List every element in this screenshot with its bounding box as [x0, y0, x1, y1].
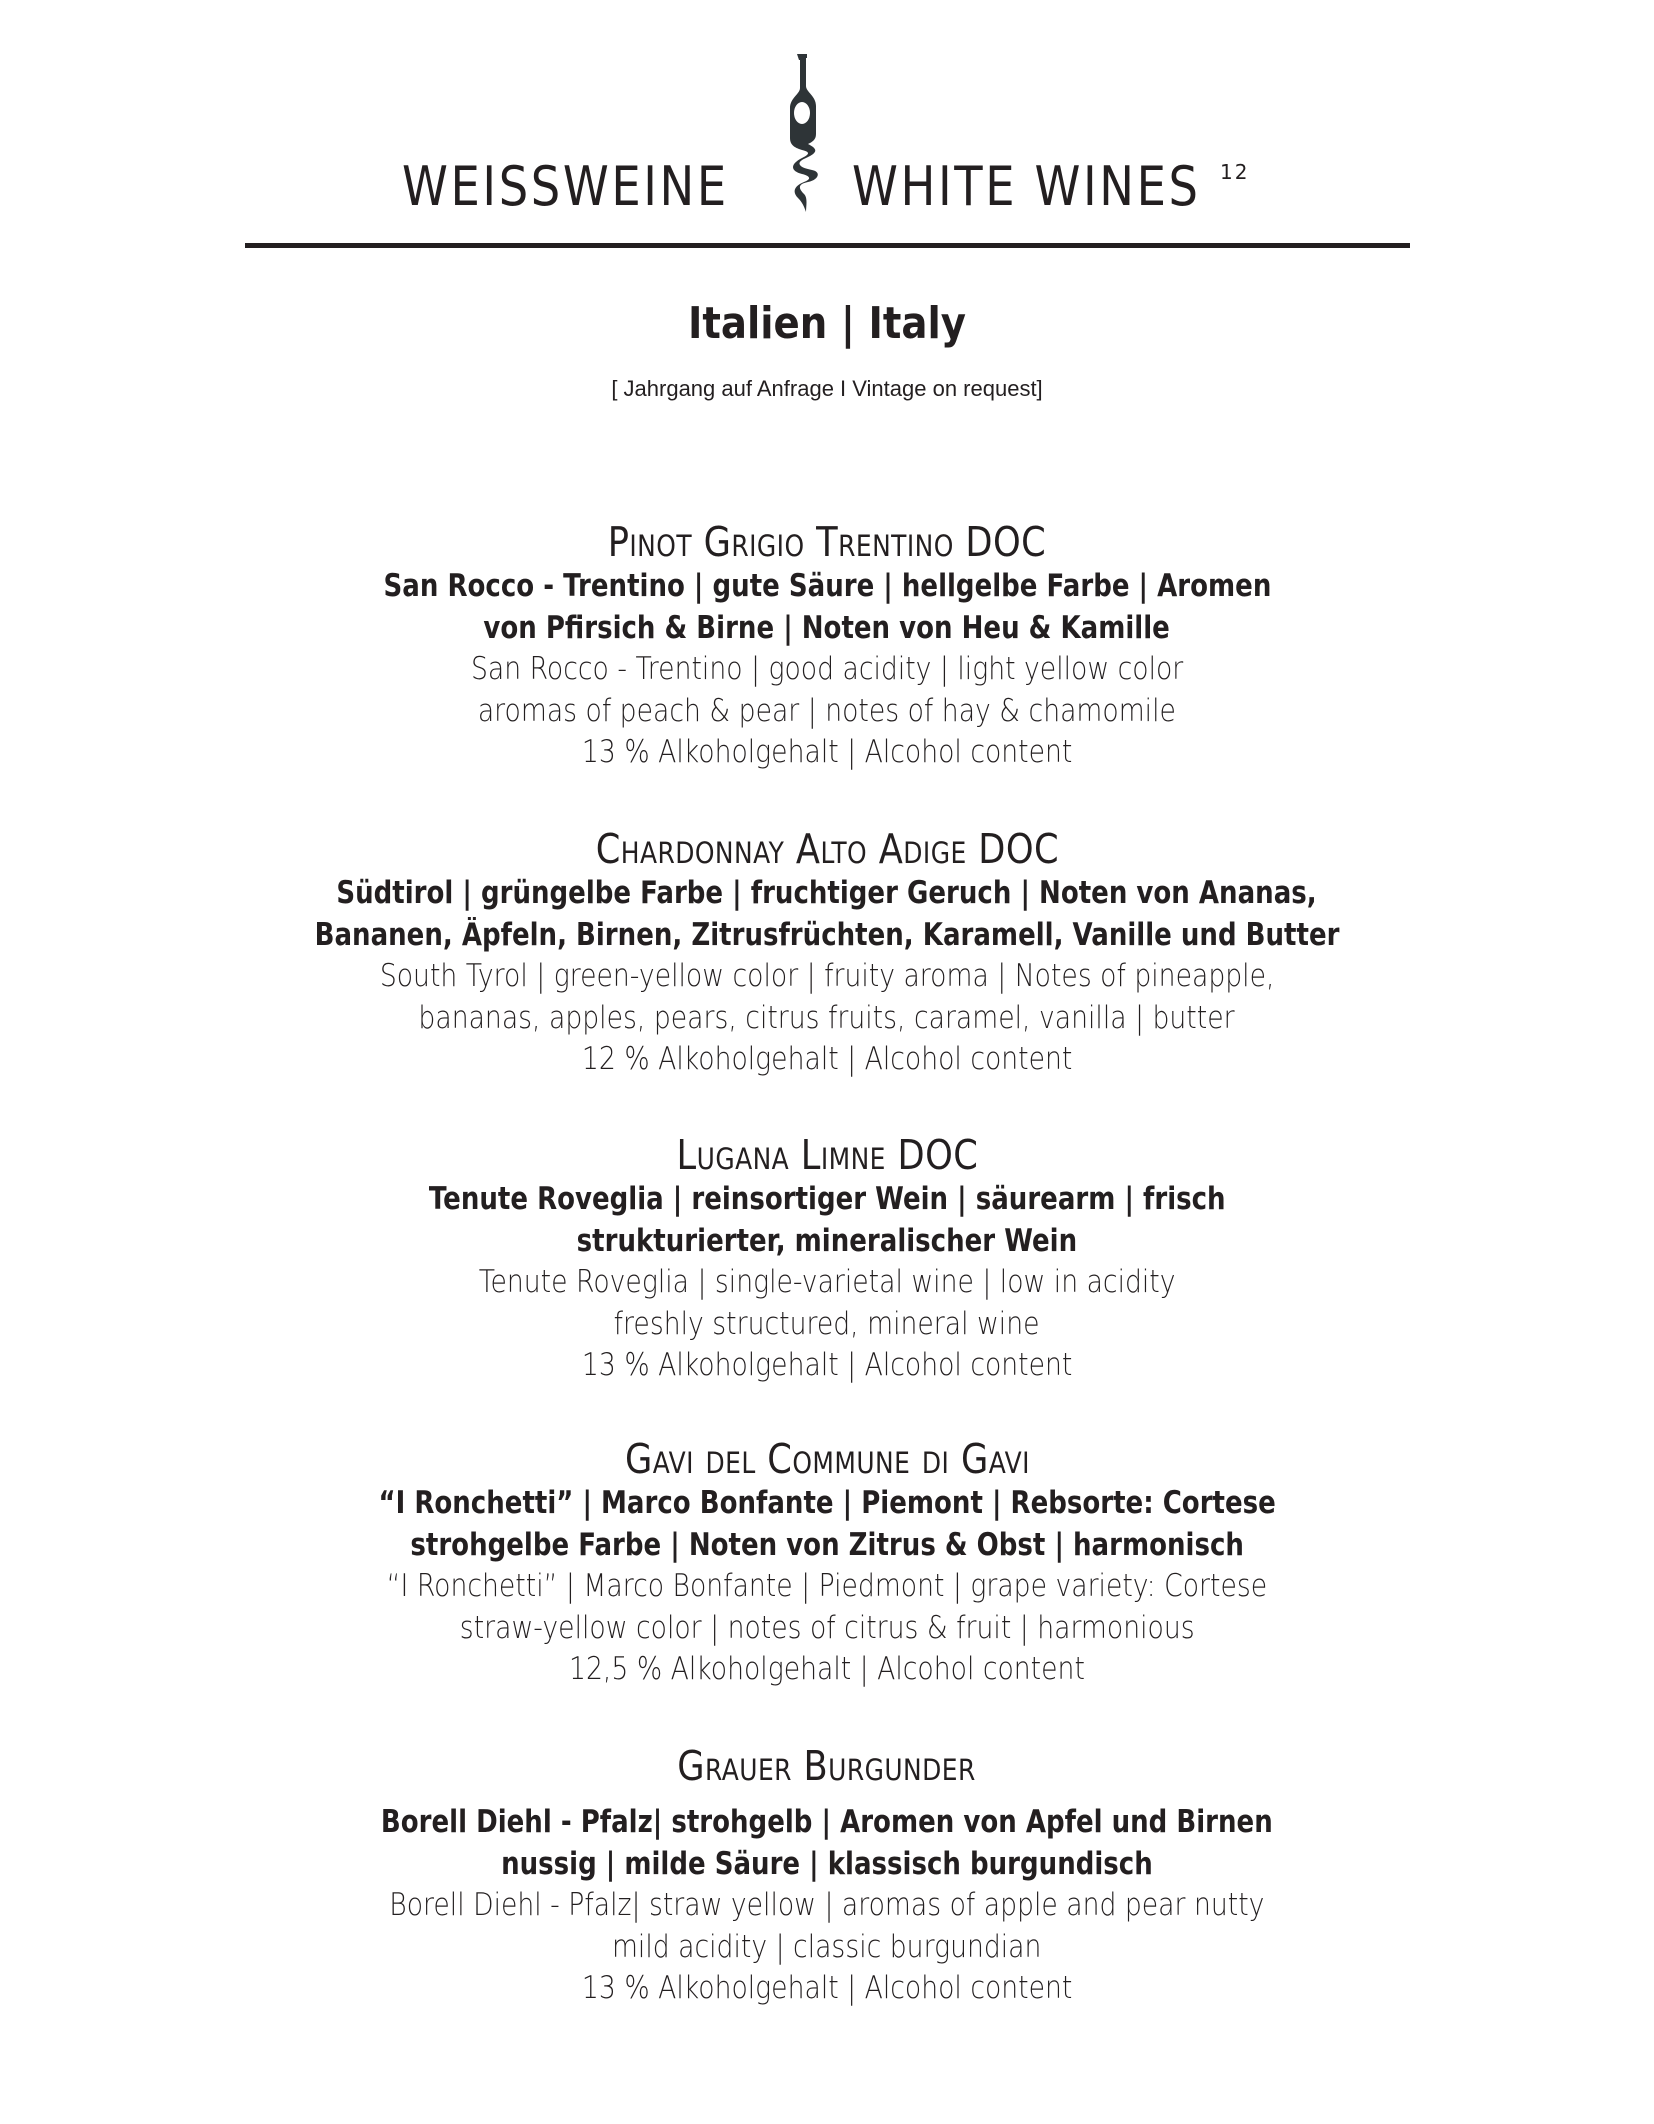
wine-name-text: Lugana Limne DOC: [676, 1131, 978, 1179]
description-en: [0, 1608, 1654, 1650]
wine-name: [0, 1435, 1654, 1483]
description-de-line: “I Ronchetti” | Marco Bonfante | Piemont | Rebsorte: Cortese: [378, 1485, 1276, 1521]
description-de-line: Südtirol | grüngelbe Farbe | fruchtiger Geruch | Noten von Ananas,: [336, 875, 1318, 911]
alcohol-content-text: 12,5 % Alkoholgehalt | Alcohol content: [569, 1651, 1085, 1687]
description-de: [0, 873, 1654, 915]
description-en: [0, 1304, 1654, 1346]
description-en: [0, 649, 1654, 691]
wine-entry: [0, 518, 1654, 774]
alcohol-content: [0, 1345, 1654, 1387]
header-title-de: WEISSWEINE: [402, 155, 729, 218]
description-de: [0, 1525, 1654, 1567]
wine-name: [0, 1742, 1654, 1790]
alcohol-content: [0, 732, 1654, 774]
description-en: [0, 956, 1654, 998]
wine-name: [0, 1131, 1654, 1179]
description-en-line: South Tyrol | green-yellow color | fruity aroma | Notes of pineapple,: [379, 958, 1275, 994]
alcohol-content: [0, 1968, 1654, 2010]
description-de-line: Borell Diehl - Pfalz| strohgelb | Aromen von Apfel und Birnen: [381, 1804, 1273, 1840]
description-en: [0, 691, 1654, 733]
description-de: [0, 1483, 1654, 1525]
vintage-note: [ Jahrgang auf Anfrage I Vintage on request]: [611, 376, 1043, 401]
description-de-line: strukturierter, mineralischer Wein: [576, 1222, 1078, 1259]
alcohol-content-text: 13 % Alkoholgehalt | Alcohol content: [581, 1347, 1073, 1383]
description-en-line: straw-yellow color | notes of citrus & fruit | harmonious: [459, 1609, 1195, 1646]
header-title-en: WHITE WINES: [852, 155, 1201, 218]
description-de: [0, 1844, 1654, 1886]
alcohol-content-text: 13 % Alkoholgehalt | Alcohol content: [581, 734, 1073, 770]
description-de-line: strohgelbe Farbe | Noten von Zitrus & Obst | harmonisch: [410, 1526, 1244, 1563]
description-en: [0, 998, 1654, 1040]
description-en: [0, 1927, 1654, 1969]
description-de-line: von Pfirsich & Birne | Noten von Heu & Kamille: [483, 609, 1171, 646]
description-de: [0, 1221, 1654, 1263]
description-de: [0, 566, 1654, 608]
description-en-line: mild acidity | classic burgundian: [612, 1928, 1042, 1965]
wine-entry: [0, 825, 1654, 1081]
wine-bottle-corkscrew-icon: [774, 52, 830, 214]
wine-name-text: Pinot Grigio Trentino DOC: [607, 518, 1047, 566]
description-de-line: Tenute Roveglia | reinsortiger Wein | säurearm | frisch: [428, 1181, 1226, 1217]
description-en-line: bananas, apples, pears, citrus fruits, caramel, vanilla | butter: [418, 999, 1236, 1036]
description-de-line: nussig | milde Säure | klassisch burgundisch: [501, 1845, 1153, 1882]
description-en: [0, 1262, 1654, 1304]
description-de: [0, 608, 1654, 650]
wine-name: [0, 518, 1654, 566]
description-en-line: “I Ronchetti” | Marco Bonfante | Piedmont | grape variety: Cortese: [386, 1568, 1268, 1604]
description-de: [0, 1802, 1654, 1844]
section-title-text: Italien | Italy: [687, 298, 967, 349]
description-de-line: San Rocco - Trentino | gute Säure | hellgelbe Farbe | Aromen: [383, 568, 1271, 604]
description-en-line: Borell Diehl - Pfalz| straw yellow | aromas of apple and pear nutty: [389, 1887, 1265, 1923]
section-title: [0, 296, 1654, 352]
alcohol-content-text: 13 % Alkoholgehalt | Alcohol content: [581, 1970, 1073, 2006]
wine-entry: [0, 1435, 1654, 1691]
alcohol-content: [0, 1649, 1654, 1691]
wine-name-text: Gavi del Commune di Gavi: [624, 1435, 1030, 1483]
description-de: [0, 1179, 1654, 1221]
header-divider: [245, 243, 1410, 248]
description-en-line: aromas of peach & pear | notes of hay & chamomile: [477, 692, 1177, 729]
description-en: [0, 1566, 1654, 1608]
wine-entry: [0, 1131, 1654, 1387]
description-en-line: San Rocco - Trentino | good acidity | light yellow color: [470, 651, 1184, 687]
description-en-line: freshly structured, mineral wine: [614, 1305, 1040, 1342]
description-de: [0, 915, 1654, 957]
wine-name: [0, 825, 1654, 873]
page-number: 12: [1220, 160, 1250, 184]
wine-name-text: Chardonnay Alto Adige DOC: [595, 825, 1059, 873]
wine-name-text: Grauer Burgunder: [677, 1742, 977, 1790]
description-de-line: Bananen, Äpfeln, Birnen, Zitrusfrüchten, Karamell, Vanille und Butter: [314, 916, 1340, 953]
description-en: [0, 1885, 1654, 1927]
alcohol-content-text: 12 % Alkoholgehalt | Alcohol content: [581, 1041, 1073, 1077]
alcohol-content: [0, 1039, 1654, 1081]
wine-entry: [0, 1742, 1654, 2010]
description-en-line: Tenute Roveglia | single-varietal wine | low in acidity: [478, 1264, 1176, 1300]
